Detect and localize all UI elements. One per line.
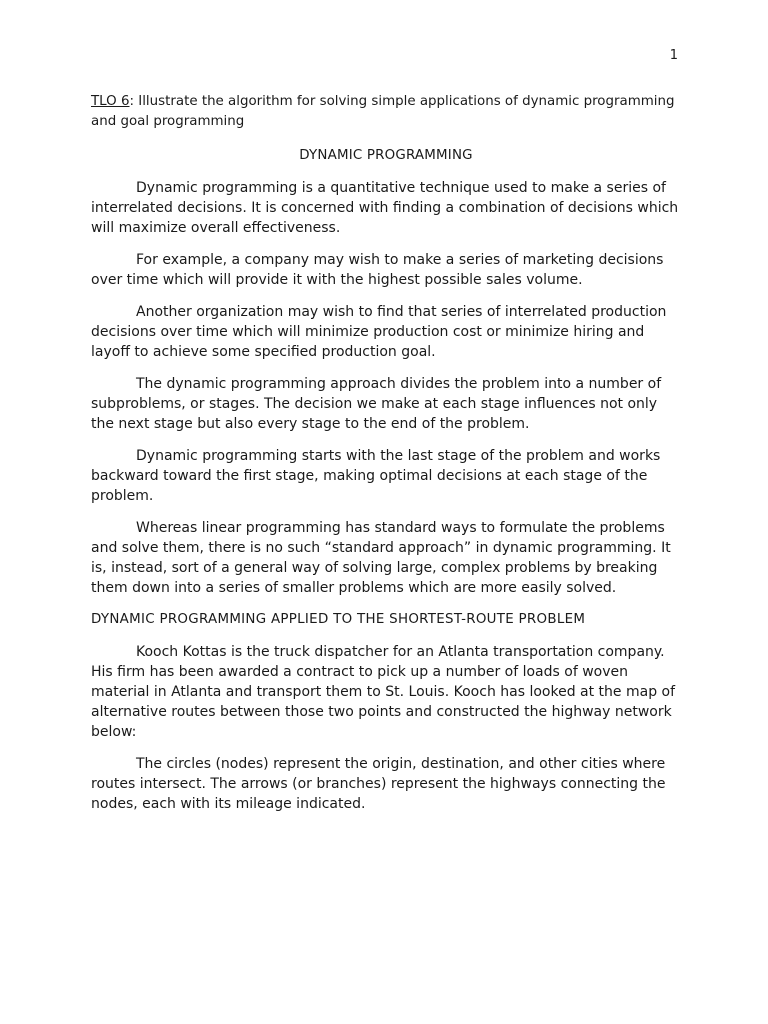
- paragraph-stages: The dynamic programming approach divides the problem into a number of subproblems, or stages. The decision we make at each stage influences not only the next stage but also every stage to the end of the problem.: [91, 376, 662, 432]
- paragraph-marketing-example: For example, a company may wish to make a series of marketing decisions over time which will provide it with the highest possible sales volume.: [91, 252, 664, 288]
- section-heading: DYNAMIC PROGRAMMING APPLIED TO THE SHORTEST-ROUTE PROBLEM: [91, 612, 586, 627]
- learning-objective-label: TLO 6: [91, 94, 130, 109]
- learning-objective-text: Illustrate the algorithm for solving simple applications of dynamic programming and goal programming: [91, 94, 675, 129]
- paragraph-comparison: Whereas linear programming has standard ways to formulate the problems and solve them, there is no such “standard approach” in dynamic programming. It is, instead, sort of a general way of solving large, complex problems by breaking them down into a series of smaller problems which are more easily solved.: [91, 520, 671, 596]
- paragraph-network-description: The circles (nodes) represent the origin, destination, and other cities where routes intersect. The arrows (or branches) represent the highways connecting the nodes, each with its mileage indicated.: [91, 756, 666, 812]
- document-title: DYNAMIC PROGRAMMING: [299, 148, 473, 163]
- paragraph-definition: Dynamic programming is a quantitative technique used to make a series of interrelated decisions. It is concerned with finding a combination of decisions which will maximize overall effectiveness.: [91, 180, 679, 236]
- paragraph-backward-approach: Dynamic programming starts with the last stage of the problem and works backward toward the first stage, making optimal decisions at each stage of the problem.: [91, 448, 661, 504]
- learning-objective: [91, 92, 681, 132]
- paragraph-production-example: Another organization may wish to find that series of interrelated production decisions over time which will minimize production cost or minimize hiring and layoff to achieve some specified production goal.: [91, 304, 667, 360]
- page-number: 1: [669, 48, 678, 63]
- paragraph-problem-statement: Kooch Kottas is the truck dispatcher for an Atlanta transportation company. His firm has been awarded a contract to pick up a number of loads of woven material in Atlanta and transport them to St. Louis. Kooch has looked at the map of alternative routes between those two points and constructed the highway network below:: [91, 644, 676, 740]
- page-content: [91, 92, 681, 826]
- learning-objective-colon: :: [129, 94, 134, 109]
